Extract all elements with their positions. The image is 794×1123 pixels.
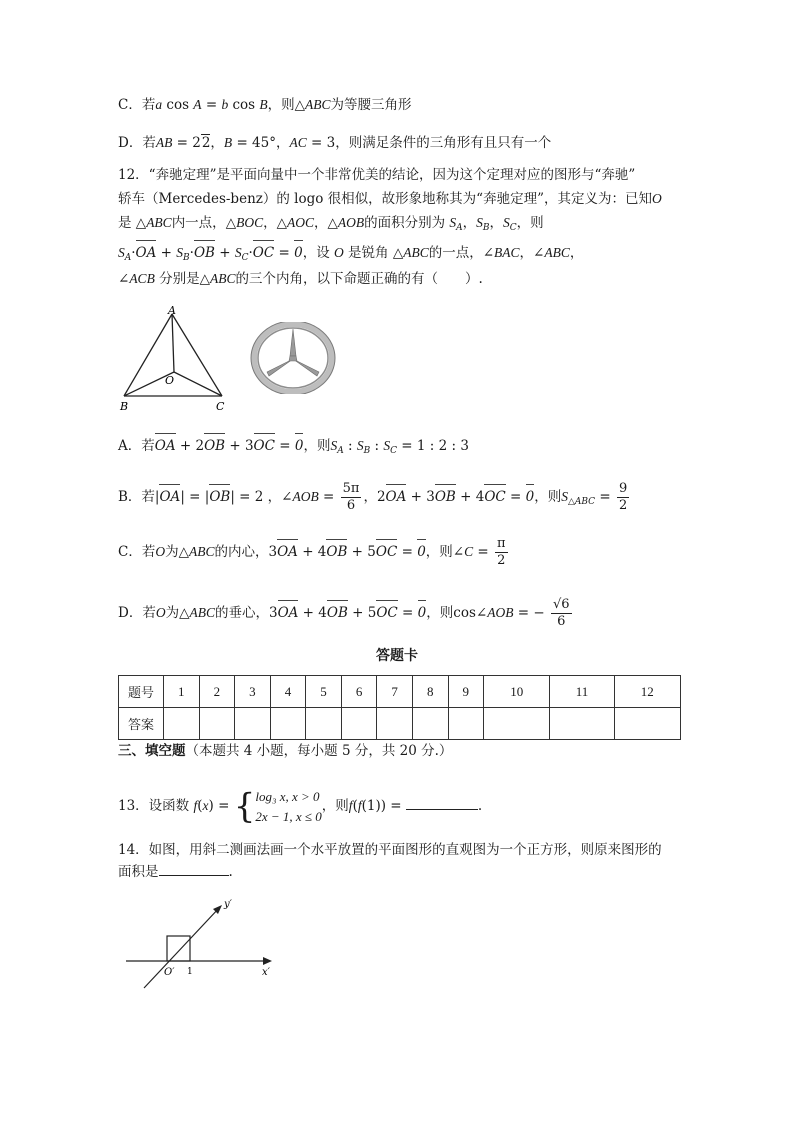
- question-number-cell: 7: [377, 676, 413, 708]
- question-number-cell: 6: [341, 676, 377, 708]
- option-b-q12: B．若|OA| = |OB| = 2 ，∠AOB = $\frac{5\pi}{6}$ ，2OA + 3OB + 4OC = 0，则$S_{\triangle ABC}$ = $\frac{9}{2}$: [118, 481, 628, 513]
- q13-answer-blank[interactable]: [406, 809, 478, 810]
- q12-line4: $S_A\cdot OA + S_B\cdot OB + S_C\cdot OC = 0$，设 O 是锐角 △ABC的一点，∠BAC，∠ABC，: [118, 245, 584, 263]
- oblique-axes-figure: [122, 895, 282, 995]
- question-number-cell: 5: [306, 676, 342, 708]
- axis-label-x: x′: [262, 967, 270, 978]
- question-number-cell: 8: [412, 676, 448, 708]
- question-number-cell: 3: [235, 676, 271, 708]
- question-number-cell: 11: [550, 676, 614, 708]
- answer-cell[interactable]: [377, 708, 413, 740]
- answer-card-table: [118, 675, 681, 740]
- table-row: [119, 708, 681, 740]
- triangle-figure: [118, 302, 228, 416]
- answer-cell[interactable]: [448, 708, 484, 740]
- q12-line3: 是 △ABC内一点，△BOC，△AOC，△AOB的面积分别为 $S_A$，$S_B$，$S_C$，则: [118, 215, 544, 233]
- q12-line1: 12．“奔驰定理”是平面向量中一个非常优美的结论，因为这个定理对应的图形与“奔驰”: [118, 167, 636, 183]
- answer-cell[interactable]: [412, 708, 448, 740]
- tick-label-1: 1: [187, 967, 193, 977]
- vertex-label-b: B: [120, 400, 129, 413]
- answer-cell[interactable]: [235, 708, 271, 740]
- question-number-cell: 12: [614, 676, 680, 708]
- q14-line2: 面积是 .: [118, 864, 233, 880]
- origin-label: O′: [164, 967, 175, 978]
- answer-cell[interactable]: [484, 708, 550, 740]
- option-d-q11: D．若AB = 22，B = 45°，AC = 3，则满足条件的三角形有且只有一个: [118, 135, 552, 151]
- vertex-label-a: A: [168, 304, 176, 317]
- question-number-cell: 1: [164, 676, 200, 708]
- table-row: [119, 676, 681, 708]
- question-number-cell: 9: [448, 676, 484, 708]
- question-number-cell: 10: [484, 676, 550, 708]
- q14-answer-blank[interactable]: [159, 875, 229, 876]
- answer-card-title: 答题卡: [376, 648, 418, 664]
- q12-line5: ∠ACB 分别是△ABC的三个内角，以下命题正确的有（ ）.: [118, 271, 483, 287]
- row-label-answer: 答案: [119, 708, 164, 740]
- mercedes-logo-icon: [250, 322, 336, 394]
- question-number-cell: 4: [270, 676, 306, 708]
- question-number-cell: 2: [199, 676, 235, 708]
- option-a-q12: A．若OA + 2OB + 3OC = 0，则$S_A$ : $S_B$ : $S_C = 1$ : 2 : 3: [118, 438, 469, 456]
- answer-cell[interactable]: [550, 708, 614, 740]
- answer-cell[interactable]: [614, 708, 680, 740]
- q14-line1: 14．如图，用斜二测画法画一个水平放置的平面图形的直观图为一个正方形，则原来图形的: [118, 842, 662, 858]
- answer-cell[interactable]: [341, 708, 377, 740]
- option-d-q12: D．若O为△ABC的垂心，3OA + 4OB + 5OC = 0，则cos∠AOB = − $\frac{√6}{6}$: [118, 597, 570, 629]
- answer-cell[interactable]: [199, 708, 235, 740]
- answer-cell[interactable]: [164, 708, 200, 740]
- vertex-label-c: C: [216, 400, 225, 413]
- row-label-number: 题号: [119, 676, 164, 708]
- center-label-o: O: [165, 374, 175, 387]
- axis-label-y: y′: [224, 899, 232, 910]
- answer-cell[interactable]: [270, 708, 306, 740]
- option-c-q12: C．若O为△ABC的内心，3OA + 4OB + 5OC = 0，则∠C = $\frac{\pi}{2}$: [118, 536, 506, 568]
- q12-line2: 轿车（Mercedes-benz）的 logo 很相似，故形象地称其为“奔驰定理”，其定义为：已知O: [118, 191, 662, 207]
- answer-cell[interactable]: [306, 708, 342, 740]
- q13: 13．设函数 f(x) = { log₃ x, x > 0 2x − 1, x ≤ 0 ，则f(f(1)) = .: [118, 786, 483, 827]
- option-c-q11: C．若a cos A = b cos B，则△ABC为等腰三角形: [118, 97, 412, 113]
- section-heading: 三、填空题（本题共 4 小题，每小题 5 分，共 20 分.）: [118, 743, 453, 759]
